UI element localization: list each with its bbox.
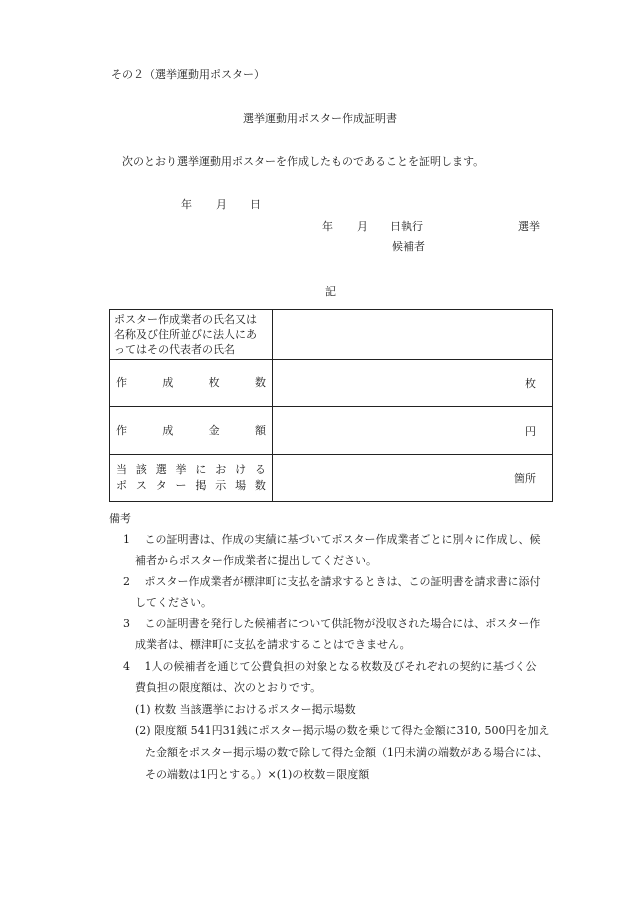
table-row-count: [110, 360, 553, 407]
note-4-sub-2-line-3: その端数は1円とする。）×(1)の枚数＝限度額: [145, 768, 370, 781]
note-4-sub-2-line-1: (2) 限度額 541円31銭にポスター掲示場の数を乗じて得た金額に310, 500円を加え: [135, 724, 550, 737]
unit-locations: 箇所: [514, 472, 536, 485]
note-3-line-2: 成業者は、標津町に支払を請求することはできません。: [135, 638, 411, 651]
table-row-amount: [110, 407, 553, 455]
election-year-label: 年: [322, 220, 333, 233]
note-1-line-1: 1 この証明書は、作成の実績に基づいてポスター作成業者ごとに別々に作成し、候: [123, 533, 541, 546]
ki-label: 記: [325, 285, 336, 298]
date-year-label: 年: [181, 198, 192, 211]
unit-yen: 円: [525, 424, 536, 438]
table-row-locations: [110, 455, 553, 502]
date-month-label: 月: [216, 198, 227, 211]
document-title: 選挙運動用ポスター作成証明書: [243, 112, 397, 125]
candidate-label: 候補者: [392, 240, 425, 253]
section-label: その２（選挙運動用ポスター）: [111, 68, 265, 81]
note-1-line-2: 補者からポスター作成業者に提出してください。: [135, 554, 377, 567]
poster-count-field[interactable]: [273, 360, 553, 407]
date-day-label: 日: [250, 198, 261, 211]
note-3-line-1: 3 この証明書を発行した候補者について供託物が没収された場合には、ポスター作: [123, 617, 541, 630]
note-2-line-1: 2 ポスター作成業者が標津町に支払を請求するときは、この証明書を請求書に添付: [123, 575, 541, 588]
note-4-sub-1: (1) 枚数 当該選挙におけるポスター掲示場数: [135, 703, 356, 716]
unit-sheets: 枚: [525, 377, 536, 390]
vendor-name-field[interactable]: [273, 310, 553, 360]
election-label: 選挙: [518, 220, 540, 233]
amount-field[interactable]: [273, 407, 553, 455]
note-4-line-1: 4 1人の候補者を通じて公費負担の対象となる枚数及びそれぞれの契約に基づく公: [123, 660, 537, 673]
notes-heading: 備考: [109, 512, 131, 525]
locations-field[interactable]: [273, 455, 553, 502]
vendor-name-label: ポスター作成業者の氏名又は 名称及び住所並びに法人にあ ってはその代表者の氏名: [110, 310, 273, 360]
certification-statement: 次のとおり選挙運動用ポスターを作成したものであることを証明します。: [122, 155, 485, 168]
amount-label: 作 成 金 額: [110, 407, 273, 455]
election-executed-label: 日執行: [390, 220, 423, 233]
note-2-line-2: してください。: [135, 596, 212, 609]
note-4-line-2: 費負担の限度額は、次のとおりです。: [135, 681, 322, 694]
locations-label: 当 該 選 挙 に お け る ポ ス タ ー 掲 示 場 数: [110, 455, 273, 502]
table-row-vendor: [110, 310, 553, 360]
election-month-label: 月: [357, 220, 368, 233]
poster-count-label: 作 成 枚 数: [110, 360, 273, 407]
poster-certificate-table: [109, 309, 553, 502]
note-4-sub-2-line-2: た金額をポスター掲示場の数で除して得た金額（1円未満の端数がある場合には、: [145, 746, 548, 759]
